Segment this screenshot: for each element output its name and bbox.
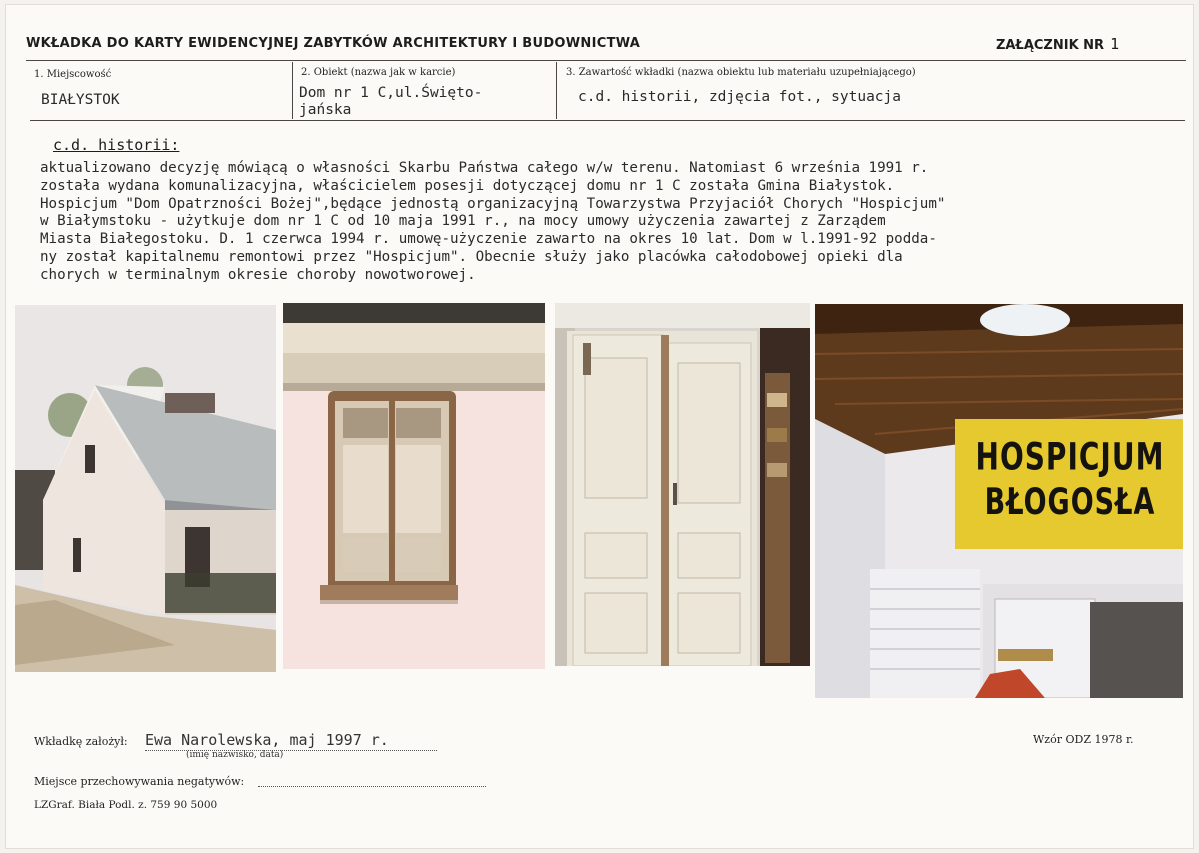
photo-house-exterior (15, 305, 276, 672)
object-value-line2: jańska (299, 102, 352, 118)
history-line: w Białymstoku - użytkuje dom nr 1 C od 10 maja 1991 r., na mocy umowy użyczenia zawartej z Zarządem (40, 213, 886, 230)
contents-value: c.d. historii, zdjęcia fot., sytuacja (578, 89, 902, 105)
field-divider-1 (292, 62, 293, 119)
history-line: chorych w terminalnym okresie choroby nowotworowej. (40, 266, 476, 283)
locality-label: 1. Miejscowość (34, 69, 112, 80)
history-line: aktualizowano decyzję mówiącą o własności Skarbu Państwa całego w/w terenu. Natomiast 6 września 1991 r. (40, 160, 929, 176)
annex-label (996, 35, 1119, 53)
fields-rule (30, 120, 1185, 121)
history-line: została wydana komunalizacyjna, właścicielem posesji dotyczącej domu nr 1 C została Gmina Białystok. (40, 177, 895, 194)
photo-double-door (555, 303, 810, 666)
author-label: Wkładkę założył: (34, 735, 128, 748)
history-line: Miasta Białegostoku. D. 1 czerwca 1994 r. umowę-użyczenie zawarto na okres 10 lat. Dom w l.1991-92 podda- (40, 231, 937, 248)
history-line: ny został kapitalnemu remontowi przez "Hospicjum". Obecnie służy jako placówka całodobowej opieki dla (40, 248, 903, 265)
section-heading: c.d. historii: (53, 136, 180, 154)
banner-line-1: HOSPICJUM (975, 434, 1165, 479)
field-divider-2 (556, 62, 557, 119)
photo-window (283, 303, 545, 669)
printer-info: LZGraf. Biała Podl. z. 759 90 5000 (34, 799, 218, 811)
model-number: Wzór ODZ 1978 r. (1033, 733, 1134, 746)
form-title: WKŁADKA DO KARTY EWIDENCYJNEJ ZABYTKÓW ARCHITEKTURY I BUDOWNICTWA (26, 36, 641, 51)
contents-label: 3. Zawartość wkładki (nazwa obiektu lub materiału uzupełniającego) (566, 67, 916, 78)
object-label: 2. Obiekt (nazwa jak w karcie) (301, 67, 456, 78)
header-rule (26, 60, 1186, 61)
author-hint: (imię nazwisko, data) (186, 750, 284, 760)
negatives-label: Miejsce przechowywania negatywów: (34, 775, 245, 788)
hospice-banner-text (960, 428, 1180, 544)
annex-number: 1 (1110, 35, 1120, 53)
negatives-field (258, 786, 486, 787)
object-value-line1: Dom nr 1 C,ul.Święto- (299, 85, 483, 101)
history-text (40, 160, 1180, 285)
banner-line-2: BŁOGOSŁA (984, 481, 1156, 524)
locality-value: BIAŁYSTOK (41, 92, 120, 108)
history-line: Hospicjum "Dom Opatrzności Bożej",będące jednostą organizacyjną Towarzystwa Przyjaciół Chorych "Hospicjum" (40, 195, 946, 212)
annex-label-text: ZAŁĄCZNIK NR (996, 38, 1105, 53)
author-value: Ewa Narolewska, maj 1997 r. (145, 731, 437, 751)
